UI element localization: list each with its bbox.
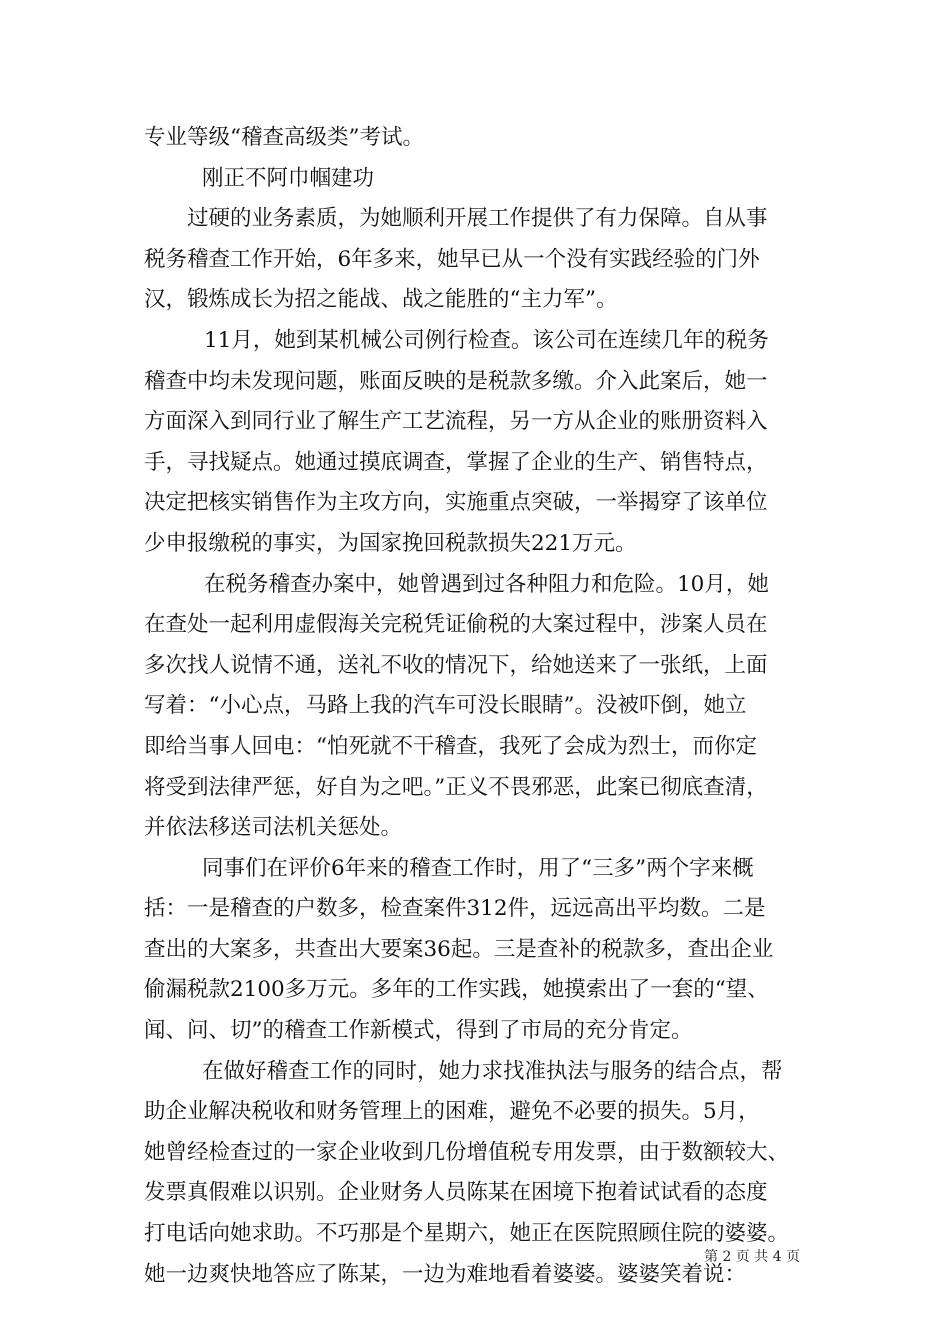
text-line: 专业等级“稽查高级类”考试。 bbox=[144, 125, 424, 150]
text-line: 11月，她到某机械公司例行检查。该公司在连续几年的税务 bbox=[204, 327, 769, 353]
text-line: 同事们在评价6年来的稽查工作时，用了“三多”两个字来概 bbox=[202, 855, 754, 881]
text-line: 并依法移送司法机关惩处。 bbox=[144, 815, 403, 841]
text-line: 发票真假难以识别。企业财务人员陈某在困境下抱着试试看的态度 bbox=[144, 1180, 768, 1206]
text-line: 偷漏税款2100多万元。多年的工作实践，她摸索出了一套的“望、 bbox=[144, 977, 769, 1003]
text-line: 将受到法律严惩，好自为之吧。”正义不畏邪恶，此案已彻底查清， bbox=[144, 774, 768, 800]
text-line: 即给当事人回电：“怕死就不干稽查，我死了会成为烈士，而你定 bbox=[144, 733, 757, 759]
text-line: 在做好稽查工作的同时，她力求找准执法与服务的结合点，帮 bbox=[202, 1058, 783, 1084]
page-number-footer: 第 2 页 共 4 页 bbox=[704, 1249, 801, 1265]
text-line: 查出的大案多，共查出大要案36起。三是查补的税款多，查出企业 bbox=[144, 936, 774, 962]
text-line: 助企业解决税收和财务管理上的困难，避免不必要的损失。5月， bbox=[144, 1099, 760, 1125]
body-text bbox=[144, 118, 824, 1295]
text-line: 决定把核实销售作为主攻方向，实施重点突破，一举揭穿了该单位 bbox=[144, 490, 768, 516]
text-line: 多次找人说情不通，送礼不收的情况下，给她送来了一张纸，上面 bbox=[144, 652, 768, 678]
text-line: 闻、问、切”的稽查工作新模式，得到了市局的充分肯定。 bbox=[144, 1018, 693, 1044]
text-line: 税务稽查工作开始，6年多来，她早已从一个没有实践经验的门外 bbox=[144, 246, 760, 272]
text-line: 在查处一起利用虚假海关完税凭证偷税的大案过程中，涉案人员在 bbox=[144, 612, 768, 638]
text-line: 过硬的业务素质，为她顺利开展工作提供了有力保障。自从事 bbox=[187, 206, 768, 232]
text-line: 少申报缴税的事实，为国家挽回税款损失221万元。 bbox=[144, 530, 637, 556]
text-line: 她曾经检查过的一家企业收到几份增值税专用发票，由于数额较大、 bbox=[144, 1139, 790, 1165]
text-line: 写着：“小心点，马路上我的汽车可没长眼睛”。没被吓倒，她立 bbox=[144, 693, 747, 719]
text-line: 括：一是稽查的户数多，检查案件312件，远远高出平均数。二是 bbox=[144, 896, 766, 922]
text-line: 汉，锻炼成长为招之能战、战之能胜的“主力军”。 bbox=[144, 287, 618, 313]
text-line: 她一边爽快地答应了陈某，一边为难地看着婆婆。婆婆笑着说： bbox=[144, 1261, 747, 1287]
section-heading: 刚正不阿巾帼建功 bbox=[202, 165, 375, 191]
text-line: 稽查中均未发现问题，账面反映的是税款多缴。介入此案后，她一 bbox=[144, 368, 768, 394]
text-line: 手，寻找疑点。她通过摸底调查，掌握了企业的生产、销售特点， bbox=[144, 449, 768, 475]
text-line: 在税务稽查办案中，她曾遇到过各种阻力和危险。10月，她 bbox=[204, 571, 769, 597]
text-line: 打电话向她求助。不巧那是个星期六，她正在医院照顾住院的婆婆。 bbox=[144, 1221, 790, 1247]
text-line: 方面深入到同行业了解生产工艺流程，另一方从企业的账册资料入 bbox=[144, 409, 768, 435]
